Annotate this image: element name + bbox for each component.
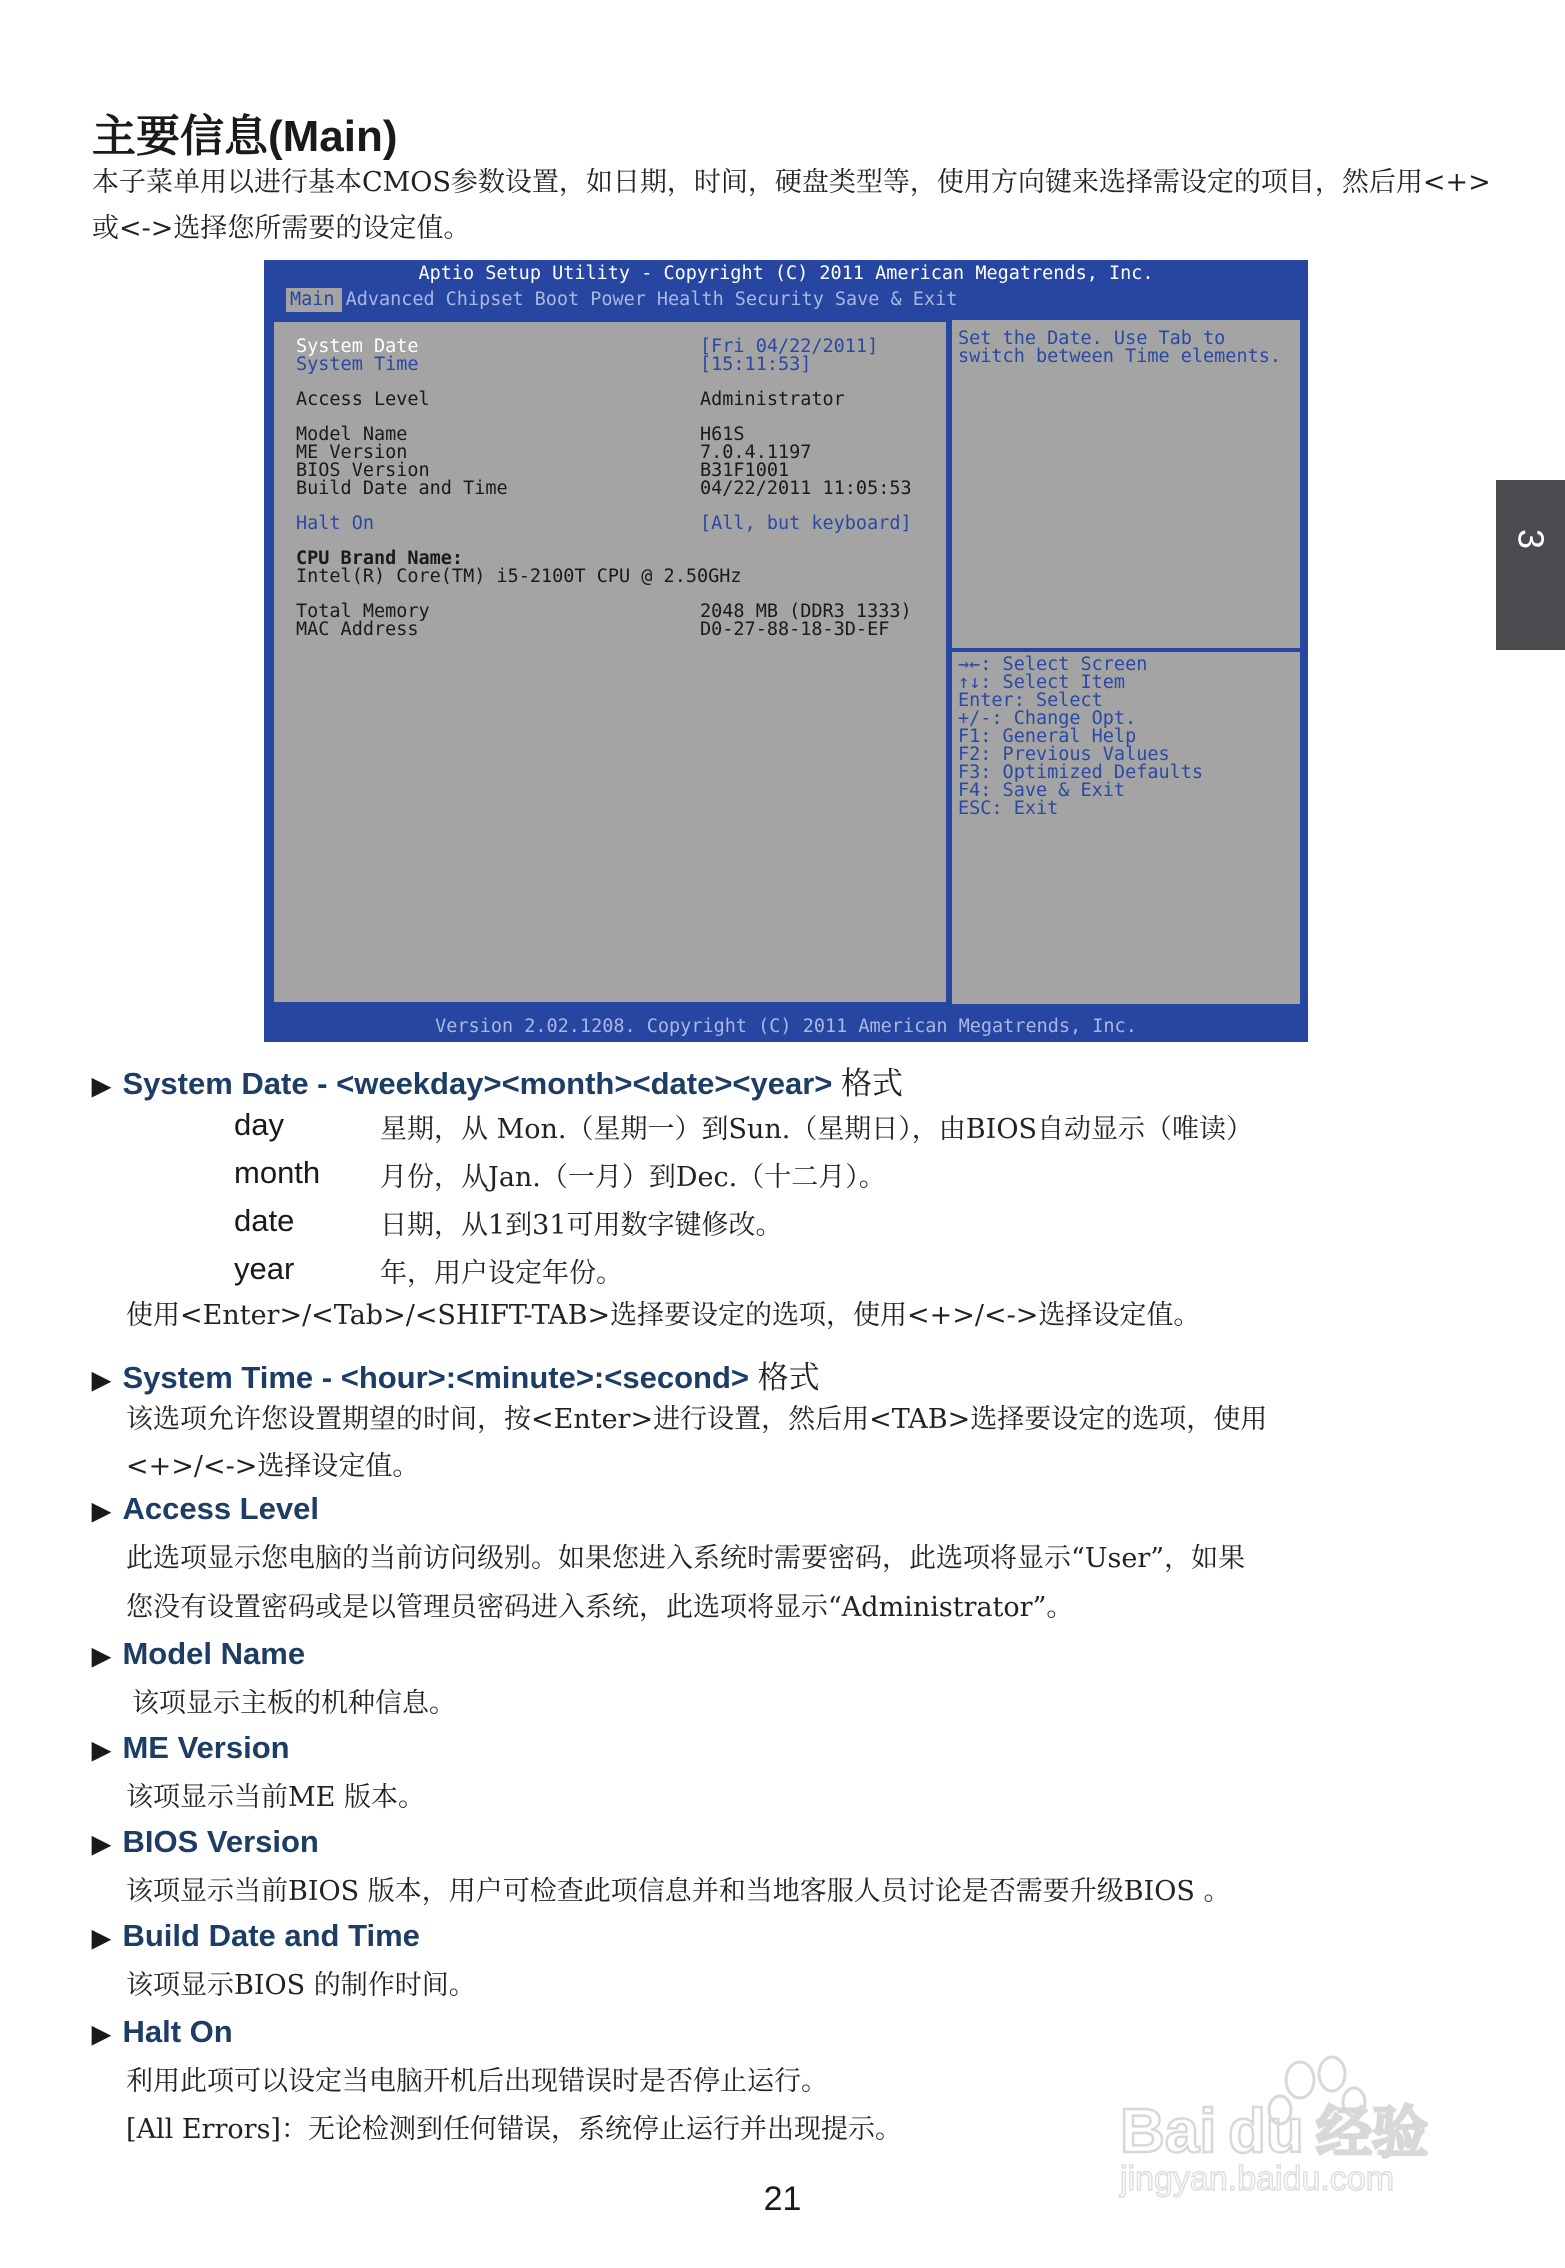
bios-key-hint: +/-: Change Opt. [958,708,1137,729]
bios-help-line: Set the Date. Use Tab to [958,328,1226,349]
section-title-me-version: ▶ ME Version [92,1730,290,1765]
bios-key-hint: F4: Save & Exit [958,780,1126,801]
baidu-watermark-logo [1110,2040,1490,2200]
svg-text:jingyan.baidu.com: jingyan.baidu.com [1120,2160,1395,2198]
access-level-line: 您没有设置密码或是以管理员密码进入系统，此选项将显示“Administrator”。 [126,1592,1074,1623]
section-title-system-time: ▶ System Time - <hour>:<minute>:<second> 格式 [92,1360,820,1396]
bios-value-access-level: Administrator [700,389,845,410]
halt-on-line: [All Errors]：无论检测到任何错误，系统停止运行并出现提示。 [126,2114,902,2145]
bios-settings-panel [272,320,948,1004]
bios-label-mac-address: MAC Address [296,619,419,640]
page-number: 21 [763,2180,802,2218]
bios-key-hint: F2: Previous Values [958,744,1170,765]
bios-value-bios-version: B31F1001 [700,460,790,481]
bios-key-hint: ESC: Exit [958,798,1059,819]
bios-body [268,316,1304,1012]
bios-label-model-name: Model Name [296,424,408,445]
model-name-text: 该项显示主板的机种信息。 [132,1688,456,1719]
system-time-line: <+>/<->选择设定值。 [126,1451,420,1482]
bios-key-hint: Enter: Select [958,690,1103,711]
def-term: date [234,1203,295,1238]
bios-item-system-time[interactable]: System Time [296,354,419,375]
bios-key-hint: F1: General Help [958,726,1137,747]
bios-value-mac-address: D0-27-88-18-3D-EF [700,619,890,640]
bios-tab-chipset[interactable]: Chipset [445,289,524,310]
def-term: day [234,1107,284,1142]
bios-keys-panel [952,652,1300,1004]
bios-help-line: switch between Time elements. [958,346,1282,367]
bios-tab-boot[interactable]: Boot [534,289,580,310]
bullet-arrow-icon: ▶ [92,1737,111,1764]
bios-tab-main[interactable]: Main [286,288,342,312]
bullet-arrow-icon: ▶ [92,1498,111,1525]
section-title-system-date: ▶ System Date - <weekday><month><date><year> 格式 [92,1066,904,1102]
bullet-arrow-icon: ▶ [92,1367,111,1394]
build-date-text: 该项显示BIOS 的制作时间。 [126,1970,476,2001]
bios-label-total-memory: Total Memory [296,601,430,622]
system-time-line: 该选项允许您设置期望的时间，按<Enter>进行设置，然后用<TAB>选择要设定的选项，使用 [126,1404,1268,1435]
bios-menu-bar [286,288,964,312]
intro-paragraph: 本子菜单用以进行基本CMOS参数设置，如日期，时间，硬盘类型等，使用方向键来选择需设定的项目，然后用<+>或<->选择您所需要的设定值。 [92,167,1491,244]
bios-key-hint: F3: Optimized Defaults [958,762,1204,783]
bios-value-cpu-brand: Intel(R) Core(TM) i5-2100T CPU @ 2.50GHz [296,566,742,587]
bios-screen [264,260,1308,1042]
bios-label-bios-version: BIOS Version [296,460,430,481]
bios-key-hint: ↑↓: Select Item [958,672,1126,693]
chapter-tab [1496,480,1565,650]
halt-on-line: 利用此项可以设定当电脑开机后出现错误时是否停止运行。 [126,2066,828,2097]
def-desc: 月份，从Jan.（一月）到Dec.（十二月）。 [380,1162,886,1193]
bios-value-me-version: 7.0.4.1197 [700,442,812,463]
bios-label-build-date: Build Date and Time [296,478,508,499]
bullet-arrow-icon: ▶ [92,1073,111,1100]
bios-label-cpu-brand: CPU Brand Name: [296,548,464,569]
section-title-access-level: ▶ Access Level [92,1491,319,1526]
title-cn: 主要信息 [92,111,268,162]
me-version-text: 该项显示当前ME 版本。 [126,1782,425,1813]
page-title [92,100,398,164]
chapter-number: 3 [1510,528,1552,550]
bios-tab-save-exit[interactable]: Save & Exit [834,289,958,310]
bullet-arrow-icon: ▶ [92,2021,111,2048]
bullet-arrow-icon: ▶ [92,1925,111,1952]
format-suffix: 格式 [757,1360,820,1396]
bullet-arrow-icon: ▶ [92,1831,111,1858]
svg-text:Bai: Bai [1120,2097,1217,2166]
def-term: year [234,1251,295,1286]
bios-value-halt-on[interactable]: [All, but keyboard] [700,513,912,534]
bios-tab-advanced[interactable]: Advanced [345,289,435,310]
title-en: (Main) [268,112,398,161]
bios-tab-health[interactable]: Health [656,289,724,310]
def-desc: 星期，从 Mon.（星期一）到Sun.（星期日），由BIOS自动显示（唯读） [380,1114,1253,1145]
section-title-halt-on: ▶ Halt On [92,2014,233,2049]
bios-value-build-date: 04/22/2011 11:05:53 [700,478,912,499]
bullet-arrow-icon: ▶ [92,1643,111,1670]
bios-item-halt-on[interactable]: Halt On [296,513,374,534]
def-desc: 年，用户设定年份。 [380,1258,623,1289]
system-date-note: 使用<Enter>/<Tab>/<SHIFT-TAB>选择要设定的选项，使用<+>/<->选择设定值。 [126,1300,1201,1331]
section-title-model-name: ▶ Model Name [92,1636,306,1671]
bios-tab-power[interactable]: Power [590,289,646,310]
bios-item-system-date[interactable]: System Date [296,336,419,357]
bios-value-total-memory: 2048 MB (DDR3 1333) [700,601,912,622]
def-term: month [234,1155,321,1190]
bios-header: Aptio Setup Utility - Copyright (C) 2011 American Megatrends, Inc. [418,263,1154,284]
format-suffix: 格式 [841,1066,904,1102]
svg-text:du: du [1228,2097,1304,2166]
bios-label-me-version: ME Version [296,442,408,463]
section-title-bios-version: ▶ BIOS Version [92,1824,319,1859]
section-title-build-date: ▶ Build Date and Time [92,1918,420,1953]
bios-version-text: 该项显示当前BIOS 版本，用户可检查此项信息并和当地客服人员讨论是否需要升级BIOS 。 [126,1876,1231,1907]
bios-label-access-level: Access Level [296,389,430,410]
bios-tab-security[interactable]: Security [734,289,824,310]
bios-help-panel [952,320,1300,648]
bios-value-system-date[interactable]: [Fri 04/22/2011] [700,336,879,357]
def-desc: 日期，从1到31可用数字键修改。 [380,1210,783,1241]
svg-text:经验: 经验 [1316,2101,1428,2166]
bios-value-model-name: H61S [700,424,745,445]
bios-footer: Version 2.02.1208. Copyright (C) 2011 American Megatrends, Inc. [435,1016,1137,1037]
bios-value-system-time[interactable]: [15:11:53] [700,354,812,375]
bios-key-hint: →←: Select Screen [958,654,1148,675]
access-level-line: 此选项显示您电脑的当前访问级别。如果您进入系统时需要密码，此选项将显示“User”，如果 [126,1543,1246,1574]
